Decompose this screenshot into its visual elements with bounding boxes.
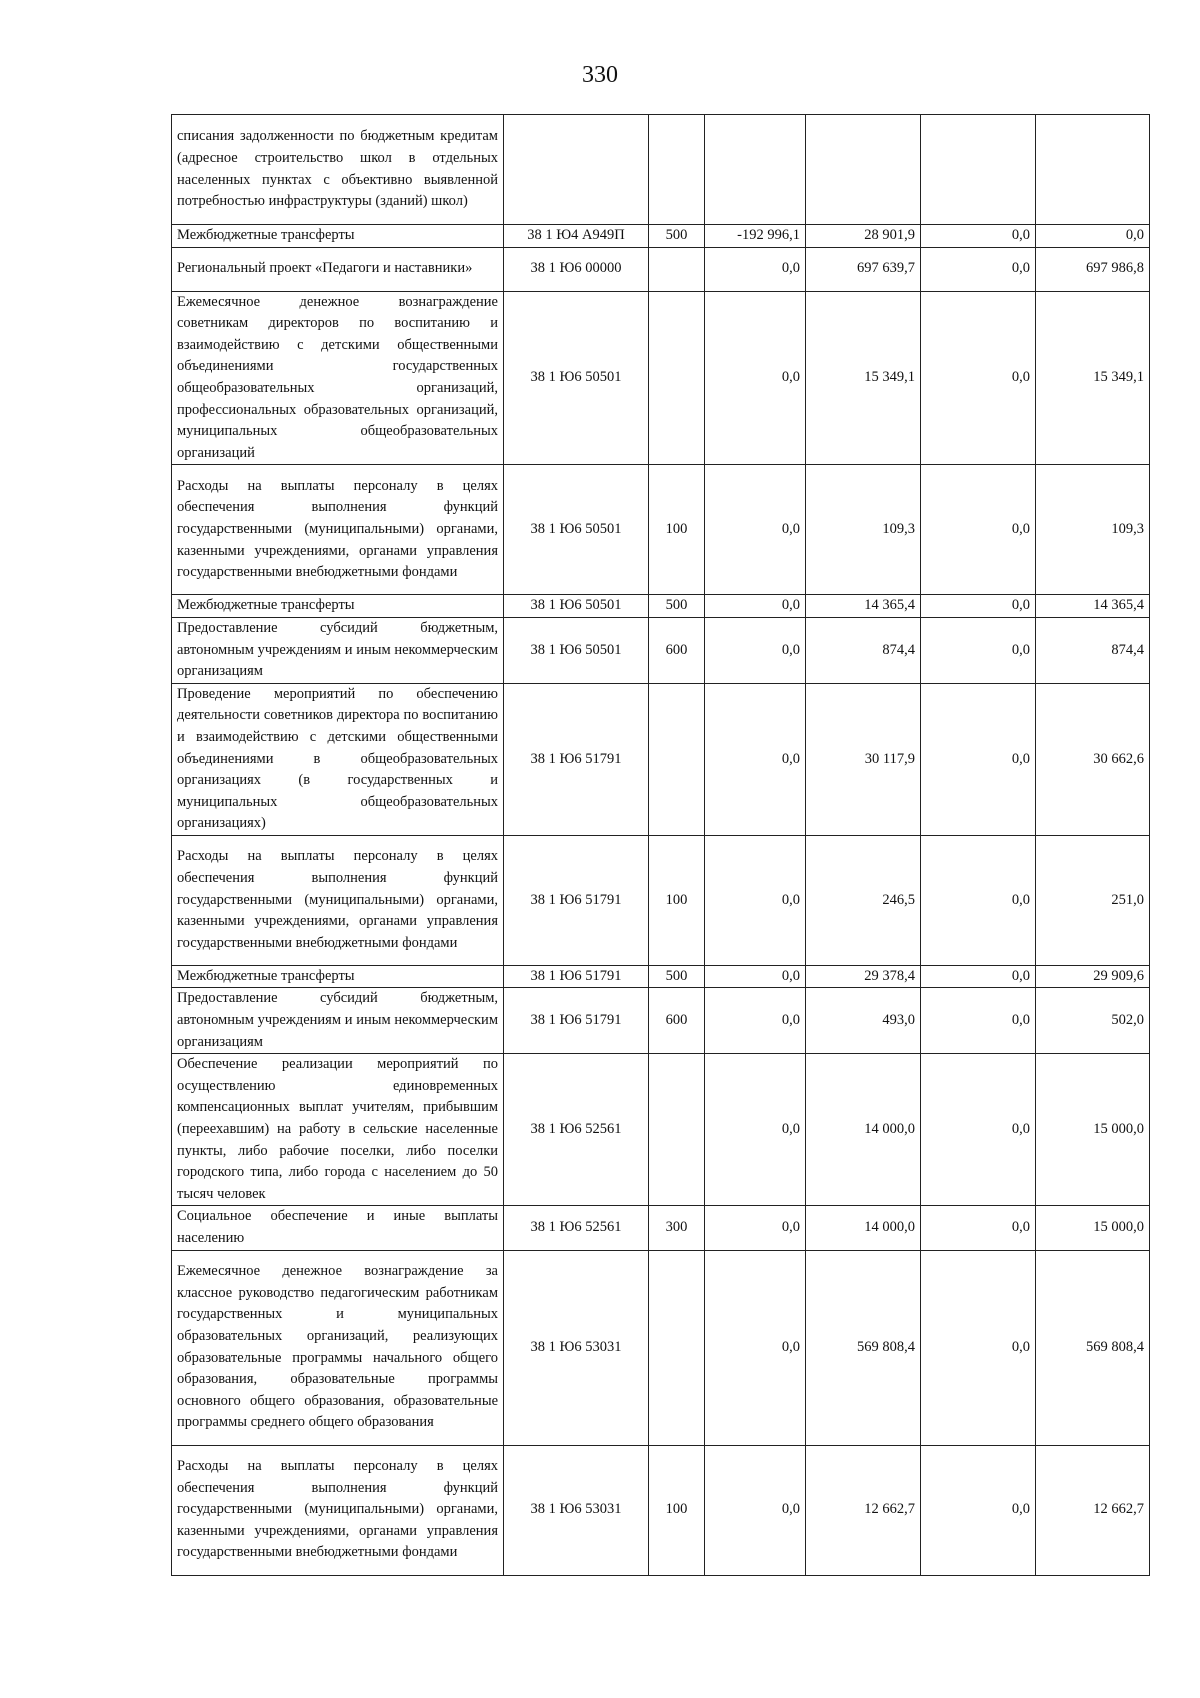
value-1: 0,0	[705, 617, 806, 683]
value-3: 0,0	[921, 617, 1036, 683]
value-4: 874,4	[1036, 617, 1150, 683]
expense-type: 500	[649, 595, 705, 618]
target-code: 38 1 Ю6 51791	[504, 965, 649, 988]
table-row	[172, 617, 1150, 683]
expense-type	[649, 1250, 705, 1445]
table-row	[172, 465, 1150, 595]
row-name: Проведение мероприятий по обеспечению деятельности советников директора по воспитанию и взаимодействию с детскими общественными объединениями в общеобразовательных организациях (в государственных и муниципальных общеобразовательных организациях)	[172, 683, 504, 835]
value-2: 14 365,4	[806, 595, 921, 618]
value-2: 29 378,4	[806, 965, 921, 988]
value-1: 0,0	[705, 965, 806, 988]
value-3: 0,0	[921, 595, 1036, 618]
expense-type	[649, 291, 705, 465]
value-3: 0,0	[921, 247, 1036, 291]
expense-type: 500	[649, 965, 705, 988]
value-1: 0,0	[705, 835, 806, 965]
budget-table	[171, 114, 1150, 1576]
target-code: 38 1 Ю6 51791	[504, 988, 649, 1054]
table-row	[172, 835, 1150, 965]
value-4	[1036, 115, 1150, 225]
value-4: 0,0	[1036, 225, 1150, 248]
row-name: Межбюджетные трансферты	[172, 595, 504, 618]
value-4: 697 986,8	[1036, 247, 1150, 291]
row-name: списания задолженности по бюджетным кредитам (адресное строительство школ в отдельных населенных пунктах с объективно выявленной потребностью инфраструктуры (зданий) школ)	[172, 115, 504, 225]
value-4: 569 808,4	[1036, 1250, 1150, 1445]
value-3	[921, 115, 1036, 225]
value-2: 493,0	[806, 988, 921, 1054]
row-name: Межбюджетные трансферты	[172, 225, 504, 248]
value-4: 12 662,7	[1036, 1445, 1150, 1575]
value-3: 0,0	[921, 291, 1036, 465]
table-row	[172, 1206, 1150, 1250]
value-4: 109,3	[1036, 465, 1150, 595]
value-3: 0,0	[921, 835, 1036, 965]
value-1: 0,0	[705, 1054, 806, 1206]
row-name: Межбюджетные трансферты	[172, 965, 504, 988]
value-3: 0,0	[921, 1445, 1036, 1575]
target-code: 38 1 Ю6 50501	[504, 595, 649, 618]
value-2: 14 000,0	[806, 1206, 921, 1250]
value-2: 109,3	[806, 465, 921, 595]
value-3: 0,0	[921, 1250, 1036, 1445]
expense-type: 600	[649, 988, 705, 1054]
table-row	[172, 1250, 1150, 1445]
target-code: 38 1 Ю6 53031	[504, 1250, 649, 1445]
row-name: Предоставление субсидий бюджетным, автономным учреждениям и иным некоммерческим организациям	[172, 617, 504, 683]
value-1: 0,0	[705, 683, 806, 835]
value-3: 0,0	[921, 465, 1036, 595]
value-3: 0,0	[921, 1054, 1036, 1206]
expense-type: 600	[649, 617, 705, 683]
table-row	[172, 291, 1150, 465]
table-row	[172, 1054, 1150, 1206]
target-code: 38 1 Ю6 50501	[504, 465, 649, 595]
value-4: 502,0	[1036, 988, 1150, 1054]
target-code: 38 1 Ю6 00000	[504, 247, 649, 291]
expense-type: 100	[649, 1445, 705, 1575]
row-name: Обеспечение реализации мероприятий по осуществлению единовременных компенсационных выплат учителям, прибывшим (переехавшим) на работу в сельские населенные пункты, либо рабочие поселки, либо поселки городского типа, либо города с населением до 50 тысяч человек	[172, 1054, 504, 1206]
row-name: Ежемесячное денежное вознаграждение советникам директоров по воспитанию и взаимодействию с детскими общественными объединениями государственных общеобразовательных организаций, профессиональных образовательных организаций, муниципальных общеобразовательных организаций	[172, 291, 504, 465]
value-2: 569 808,4	[806, 1250, 921, 1445]
row-name: Расходы на выплаты персоналу в целях обеспечения выполнения функций государственными (муниципальными) органами, казенными учреждениями, органами управления государственными внебюджетными фондами	[172, 465, 504, 595]
value-4: 29 909,6	[1036, 965, 1150, 988]
target-code: 38 1 Ю6 52561	[504, 1206, 649, 1250]
expense-type	[649, 115, 705, 225]
expense-type	[649, 247, 705, 291]
table-row	[172, 988, 1150, 1054]
table-row	[172, 115, 1150, 225]
value-4: 15 000,0	[1036, 1054, 1150, 1206]
expense-type: 100	[649, 835, 705, 965]
value-1: 0,0	[705, 1206, 806, 1250]
value-2: 874,4	[806, 617, 921, 683]
value-1	[705, 115, 806, 225]
table-row	[172, 1445, 1150, 1575]
expense-type: 500	[649, 225, 705, 248]
value-1: 0,0	[705, 595, 806, 618]
expense-type	[649, 1054, 705, 1206]
row-name: Региональный проект «Педагоги и наставники»	[172, 247, 504, 291]
row-name: Предоставление субсидий бюджетным, автономным учреждениям и иным некоммерческим организациям	[172, 988, 504, 1054]
table-row	[172, 965, 1150, 988]
value-2: 14 000,0	[806, 1054, 921, 1206]
value-1: 0,0	[705, 465, 806, 595]
value-4: 30 662,6	[1036, 683, 1150, 835]
table-row	[172, 225, 1150, 248]
table-row	[172, 683, 1150, 835]
value-2: 30 117,9	[806, 683, 921, 835]
value-3: 0,0	[921, 225, 1036, 248]
row-name: Ежемесячное денежное вознаграждение за классное руководство педагогическим работникам государственных и муниципальных образовательных организаций, реализующих образовательные программы начального общего образования, образовательные программы основного общего образования, образовательные программы среднего общего образования	[172, 1250, 504, 1445]
value-2	[806, 115, 921, 225]
value-2: 697 639,7	[806, 247, 921, 291]
row-name: Расходы на выплаты персоналу в целях обеспечения выполнения функций государственными (муниципальными) органами, казенными учреждениями, органами управления государственными внебюджетными фондами	[172, 835, 504, 965]
expense-type: 300	[649, 1206, 705, 1250]
target-code: 38 1 Ю6 50501	[504, 617, 649, 683]
table-row	[172, 595, 1150, 618]
target-code: 38 1 Ю6 52561	[504, 1054, 649, 1206]
value-1: 0,0	[705, 1445, 806, 1575]
target-code: 38 1 Ю6 50501	[504, 291, 649, 465]
value-3: 0,0	[921, 1206, 1036, 1250]
row-name: Социальное обеспечение и иные выплаты населению	[172, 1206, 504, 1250]
value-4: 15 000,0	[1036, 1206, 1150, 1250]
expense-type: 100	[649, 465, 705, 595]
value-1: -192 996,1	[705, 225, 806, 248]
value-1: 0,0	[705, 247, 806, 291]
target-code: 38 1 Ю4 А949П	[504, 225, 649, 248]
value-3: 0,0	[921, 683, 1036, 835]
target-code	[504, 115, 649, 225]
value-1: 0,0	[705, 988, 806, 1054]
value-3: 0,0	[921, 988, 1036, 1054]
value-1: 0,0	[705, 291, 806, 465]
row-name: Расходы на выплаты персоналу в целях обеспечения выполнения функций государственными (муниципальными) органами, казенными учреждениями, органами управления государственными внебюджетными фондами	[172, 1445, 504, 1575]
value-2: 15 349,1	[806, 291, 921, 465]
value-4: 14 365,4	[1036, 595, 1150, 618]
expense-type	[649, 683, 705, 835]
value-3: 0,0	[921, 965, 1036, 988]
value-2: 246,5	[806, 835, 921, 965]
value-1: 0,0	[705, 1250, 806, 1445]
table-row	[172, 247, 1150, 291]
value-4: 251,0	[1036, 835, 1150, 965]
value-2: 12 662,7	[806, 1445, 921, 1575]
target-code: 38 1 Ю6 51791	[504, 683, 649, 835]
target-code: 38 1 Ю6 51791	[504, 835, 649, 965]
value-4: 15 349,1	[1036, 291, 1150, 465]
value-2: 28 901,9	[806, 225, 921, 248]
target-code: 38 1 Ю6 53031	[504, 1445, 649, 1575]
page-number: 330	[582, 62, 618, 88]
